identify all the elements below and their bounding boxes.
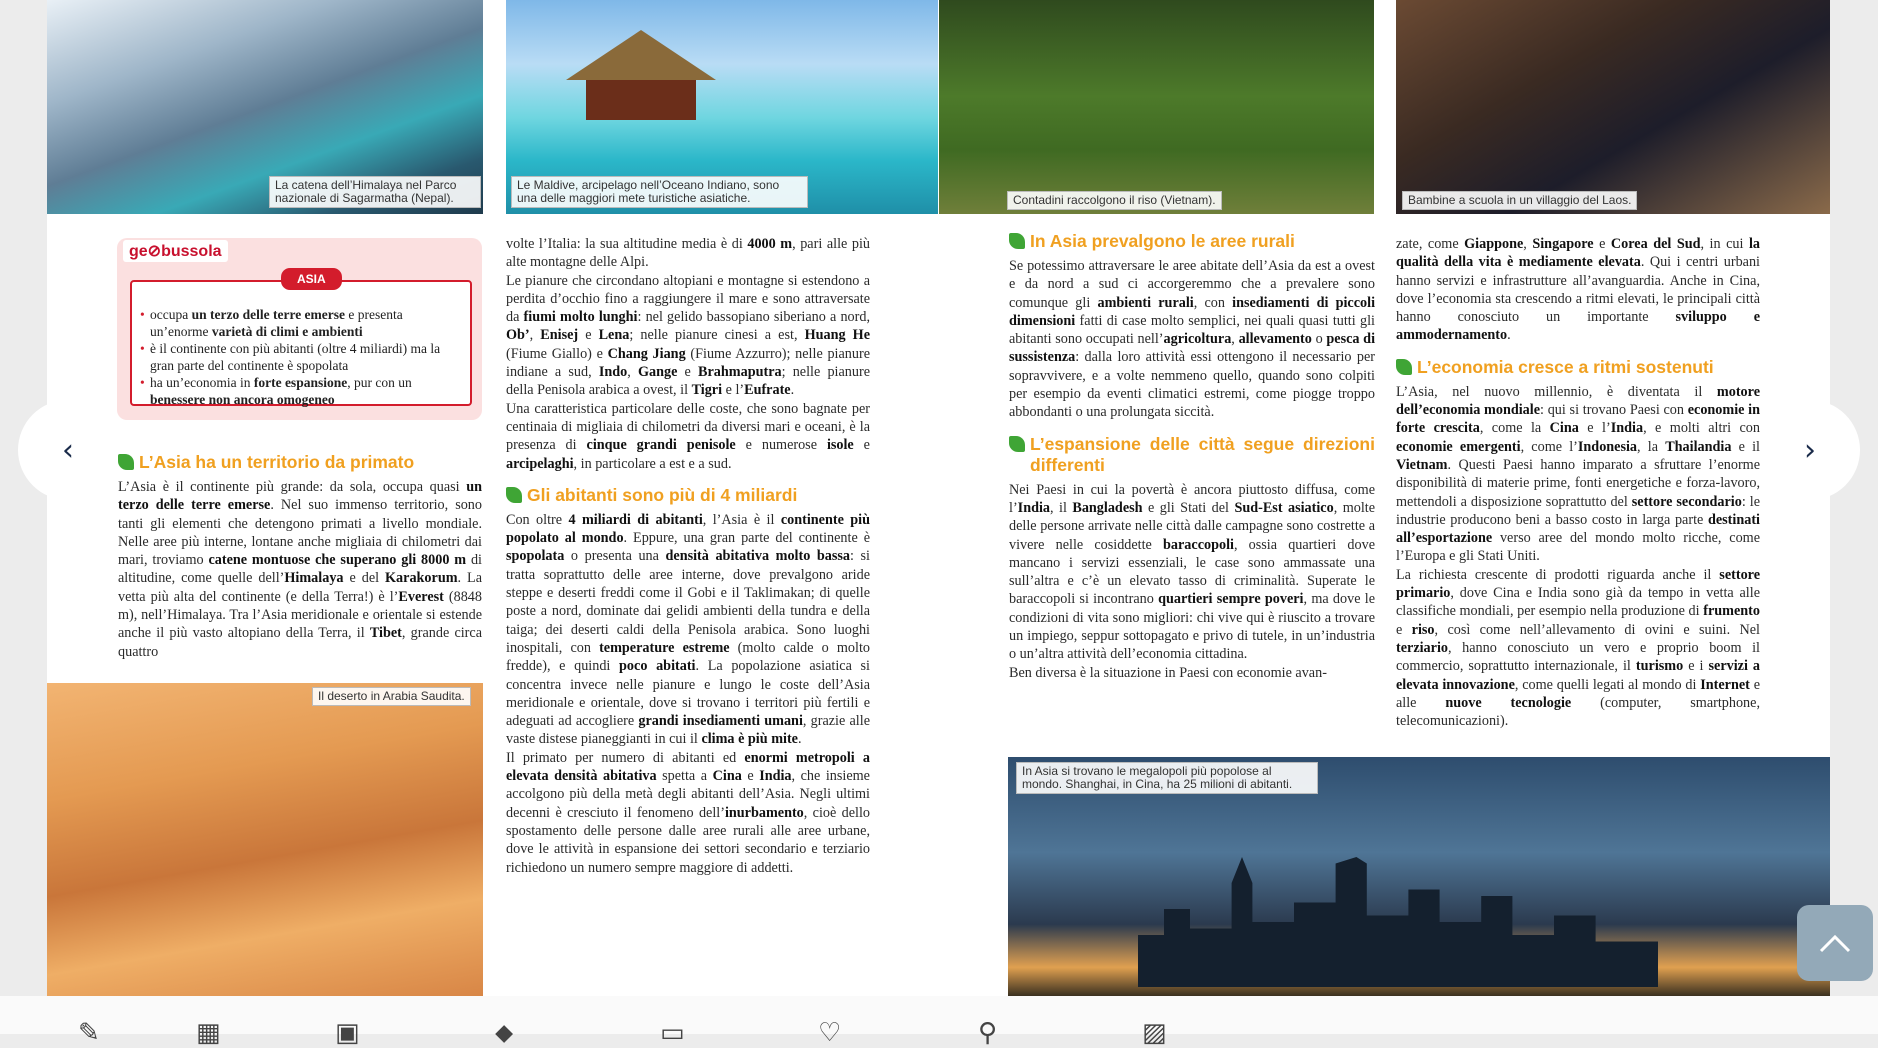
book-page	[47, 0, 1830, 996]
column-3	[1009, 223, 1375, 682]
text-citta-cont: zate, come Giappone, Singapore e Corea del Sud, in cui la qualità della vita è mediamente elevata. Qui i centri urbani hanno servizi e infrastrutture all’avanguardia. Anche in Cina, dove l’economia sta crescendo a ritmi elevati, le principali città hanno conosciuto un importante sviluppo e ammodernamento.	[1396, 236, 1761, 344]
leaf-icon	[506, 487, 522, 503]
column-4	[1396, 235, 1760, 730]
caption-maldive: Le Maldive, arcipelago nell’Oceano Indiano, sono una delle maggiori mete turistiche asiatiche.	[511, 176, 808, 208]
heading-abitanti: Gli abitanti sono più di 4 miliardi	[506, 485, 870, 506]
grid-icon[interactable]: ▦	[196, 1018, 221, 1048]
column-2	[506, 235, 870, 877]
marker-icon[interactable]: ⬥	[495, 1018, 514, 1048]
geobussola-tag: ASIA	[281, 268, 342, 290]
photo-himalaya	[47, 0, 483, 214]
geobussola-list	[140, 306, 462, 408]
geobussola-item: • occupa un terzo delle terre emerse e presenta un’enorme varietà di climi e ambienti	[140, 306, 462, 340]
photo-shanghai	[1008, 757, 1830, 996]
caption-deserto: Il deserto in Arabia Saudita.	[312, 687, 471, 706]
chevron-left-icon: ‹	[62, 432, 74, 468]
leaf-icon	[118, 454, 134, 470]
caption-shanghai: In Asia si trovano le megalopoli più popolose al mondo. Shanghai, in Cina, ha 25 milioni di abitanti.	[1016, 762, 1318, 794]
scroll-top-button[interactable]	[1797, 905, 1873, 981]
text-territorio-cont: volte l’Italia: la sua altitudine media è di 4000 m, pari alle più alte montagne delle Alpi. Le pianure che circondano altopiani e montagne si estendono a perdita d’occhio fino a raggiungere il mare e sono attraversate da fiumi molto lunghi: nel gelido bassopiano siberiano a nord, Ob’, Enisej e Lena; nelle pianure cinesi a est, Huang He (Fiume Giallo) e Chang Jiang (Fiume Azzurro); nelle pianure indiane a sud, Indo, Gange e Brahmaputra; nelle pianure della Penisola arabica a ovest, il Tigri e l’Eufrate. Una caratteristica particolare delle coste, che sono bagnate per centinaia di migliaia di chilometri da diversi mari e oceani, è la presenza di cinque grandi penisole e numerose isole e arcipelaghi, in particolare a est e a sud.	[506, 236, 871, 472]
heading-territorio: L’Asia ha un territorio da primato	[118, 452, 482, 473]
geobussola-item: • ha un’economia in forte espansione, pur con un benessere non ancora omogeneo	[140, 374, 462, 408]
photo-bambine	[1396, 0, 1830, 214]
heading-economia: L’economia cresce a ritmi sostenuti	[1396, 357, 1760, 378]
chevron-right-icon: ›	[1804, 432, 1816, 468]
geobussola-inner	[130, 272, 472, 407]
book-icon[interactable]: ▭	[660, 1018, 685, 1048]
heart-icon[interactable]: ♡	[818, 1018, 842, 1048]
caption-bambine: Bambine a scuola in un villaggio del Laos.	[1402, 191, 1637, 210]
hut-roof	[566, 30, 716, 80]
prev-page-button[interactable]	[18, 400, 118, 500]
text-rurali: Se potessimo attraversare le aree abitate dell’Asia da est a ovest e da nord a sud ci accorgeremmo che a prevalere sono comunque gli ambienti rurali, con insediamenti di piccoli dimensioni fatti di case molto semplici, nei quali quasi tutti gli abitanti sono occupati nell’agricoltura, allevamento o pesca di sussistenza: dalla loro attività essi ottengono il necessario per sopravvivere, e a volte nemmeno quello, quando sono colpiti per esempio da eventi climatici estremi, come piogge troppo abbondanti o una prolungata siccità.	[1009, 258, 1376, 421]
caption-riso: Contadini raccolgono il riso (Vietnam).	[1007, 191, 1222, 210]
column-1	[118, 440, 482, 661]
text-territorio: L’Asia è il continente più grande: da sola, occupa quasi un terzo delle terre emerse. Nel suo immenso territorio, sono tanti gli elementi che detengono primati a livello mondiale. Nelle aree più interne, lontane anche migliaia di chilometri dai mari, troviamo catene montuose che superano gli 8000 m di altitudine, come quelle dell’Himalaya e del Karakorum. La vetta più alta del continente (e della Terra!) è l’Everest (8848 m), nell’Himalaya. Tra l’Asia meridionale e orientale si estende anche il più vasto altopiano della Terra, il Tibet, grande circa quattro	[118, 479, 482, 660]
text-economia: L’Asia, nel nuovo millennio, è diventata il motore dell’economia mondiale: qui si trovano Paesi con economie in forte crescita, come la Cina e l’India, e molti altri con economie emergenti, come l’Indonesia, la Thailandia e il Vietnam. Questi Paesi hanno imparato a sfruttare l’enorme disponibilità di materie prime, fonti energetiche e forza-lavoro, mettendoli a disposizione soprattutto del settore secondario: le industrie producono beni a basso costo in larga parte destinati all’esportazione verso aree del mondo molto ricche, come l’Europa e gli Stati Uniti. La richiesta crescente di prodotti riguarda anche il settore primario, dove Cina e India sono già da tempo in vetta alle classifiche mondiali, per esempio nella produzione di frumento e riso, così come nell’allevamento di ovini e suini. Nel terziario, hanno conosciuto un vero e proprio boom il commercio, soprattutto internazionale, il turismo e i servizi a elevata innovazione, come quelli legati al mondo di Internet e alle nuove tecnologie (computer, smartphone, telecomunicazioni).	[1396, 383, 1761, 730]
photo-deserto	[47, 683, 483, 996]
user-icon[interactable]: ⚲	[978, 1018, 998, 1048]
pencil-icon[interactable]: ✎	[78, 1018, 100, 1048]
text-abitanti: Con oltre 4 miliardi di abitanti, l’Asia è il continente più popolato al mondo. Eppure, una gran parte del continente è spopolata o presenta una densità abitativa molto bassa: si tratta soprattutto delle aree interne, dove prevalgono aride steppe e deserti freddi come il Gobi e il Taklimakan; di quelle poste a nord, dominate dai gelidi ambienti della tundra e della taiga; dei deserti caldi della Penisola arabica. Sono luoghi inospitali, con temperature estreme (molto calde o molto fredde), e quindi poco abitati. La popolazione asiatica si concentra invece nelle pianure e lungo le coste dell’Asia meridionale e orientale, dove si trovano i territori più fertili e adeguati ad accogliere grandi insediamenti umani, grazie alle vaste distese pianeggianti in cui il clima è più mite. Il primato per numero di abitanti ed enormi metropoli a elevata densità abitativa spetta a Cina e India, che insieme accolgono più della metà degli abitanti dell’Asia. Negli ultimi decenni è cresciuto il fenomeno dell’inurbamento, cioè dello spostamento delle persone dalle aree rurali alle aree urbane, dove le attività in espansione dei settori secondario e terziario richiedono un numero sempre maggiore di addetti.	[506, 511, 871, 876]
heading-citta: L’espansione delle città segue direzioni differenti	[1009, 434, 1375, 476]
hut-body	[586, 80, 696, 120]
caption-himalaya: La catena dell’Himalaya nel Parco nazionale di Sagarmatha (Nepal).	[269, 176, 481, 208]
geobussola-item: • è il continente con più abitanti (oltre 4 miliardi) ma la gran parte del continente è spopolata	[140, 340, 462, 374]
heading-rurali: In Asia prevalgono le aree rurali	[1009, 231, 1375, 252]
skyline	[1138, 857, 1658, 987]
photo-maldive	[506, 0, 938, 214]
leaf-icon	[1396, 359, 1412, 375]
leaf-icon	[1009, 233, 1025, 249]
image-icon[interactable]: ▨	[1142, 1018, 1167, 1048]
chevron-up-icon	[1817, 931, 1853, 955]
page-icon[interactable]: ▣	[335, 1018, 360, 1048]
bottom-toolbar	[0, 996, 1878, 1034]
next-page-button[interactable]	[1760, 400, 1860, 500]
leaf-icon	[1009, 436, 1025, 452]
geobussola-logo: ge⊘bussola	[123, 240, 228, 262]
photo-riso	[939, 0, 1374, 214]
text-citta: Nei Paesi in cui la povertà è ancora piuttosto diffusa, come l’India, il Bangladesh e gli Stati del Sud-Est asiatico, molte delle persone arrivate nelle città dalle campagne sono costrette a vivere nelle cosiddette baraccopoli, ossia quartieri dove mancano i servizi essenziali, le case sono ammassate una sull’altra e c’è un elevato tasso di criminalità. Superate le baraccopoli si incontrano quartieri sempre poveri, ma dove le condizioni di vita sono migliori: chi vive qui è riuscito a trovare un impiego, seppur sottopagato e privo di tutele, in un’industria o un’altra attività dell’economia cittadina. Ben diversa è la situazione in Paesi con economie avan-	[1009, 481, 1376, 681]
geobussola-box	[117, 238, 482, 420]
